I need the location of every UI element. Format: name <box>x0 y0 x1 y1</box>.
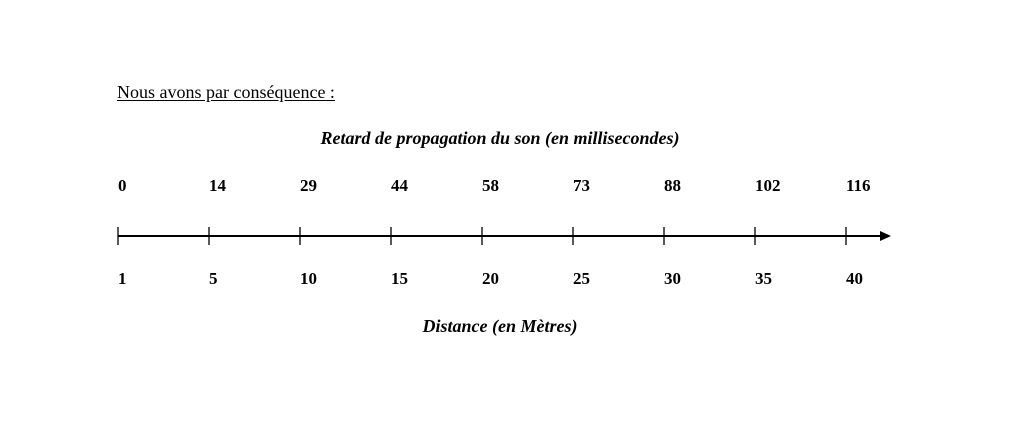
delay-labels <box>118 176 871 195</box>
distance-tick-label: 30 <box>664 269 681 288</box>
delay-tick-label: 73 <box>573 176 590 195</box>
intro-text: Nous avons par conséquence : <box>117 82 335 102</box>
delay-tick-label: 14 <box>209 176 226 195</box>
distance-axis-title: Distance (en Mètres) <box>422 316 578 336</box>
delay-axis-title: Retard de propagation du son (en millisecondes) <box>320 128 680 148</box>
distance-tick-label: 25 <box>573 269 590 288</box>
scale-arrow-icon <box>880 231 891 241</box>
delay-tick-label: 44 <box>391 176 408 195</box>
distance-tick-label: 10 <box>300 269 317 288</box>
distance-tick-label: 15 <box>391 269 408 288</box>
delay-tick-label: 102 <box>755 176 781 195</box>
distance-tick-label: 35 <box>755 269 772 288</box>
distance-tick-label: 5 <box>209 269 218 288</box>
delay-tick-label: 116 <box>846 176 871 195</box>
delay-tick-label: 29 <box>300 176 317 195</box>
distance-tick-label: 1 <box>118 269 127 288</box>
delay-tick-label: 0 <box>118 176 127 195</box>
distance-tick-label: 40 <box>846 269 863 288</box>
delay-tick-label: 88 <box>664 176 681 195</box>
distance-tick-label: 20 <box>482 269 499 288</box>
delay-tick-label: 58 <box>482 176 499 195</box>
distance-labels <box>118 269 863 288</box>
